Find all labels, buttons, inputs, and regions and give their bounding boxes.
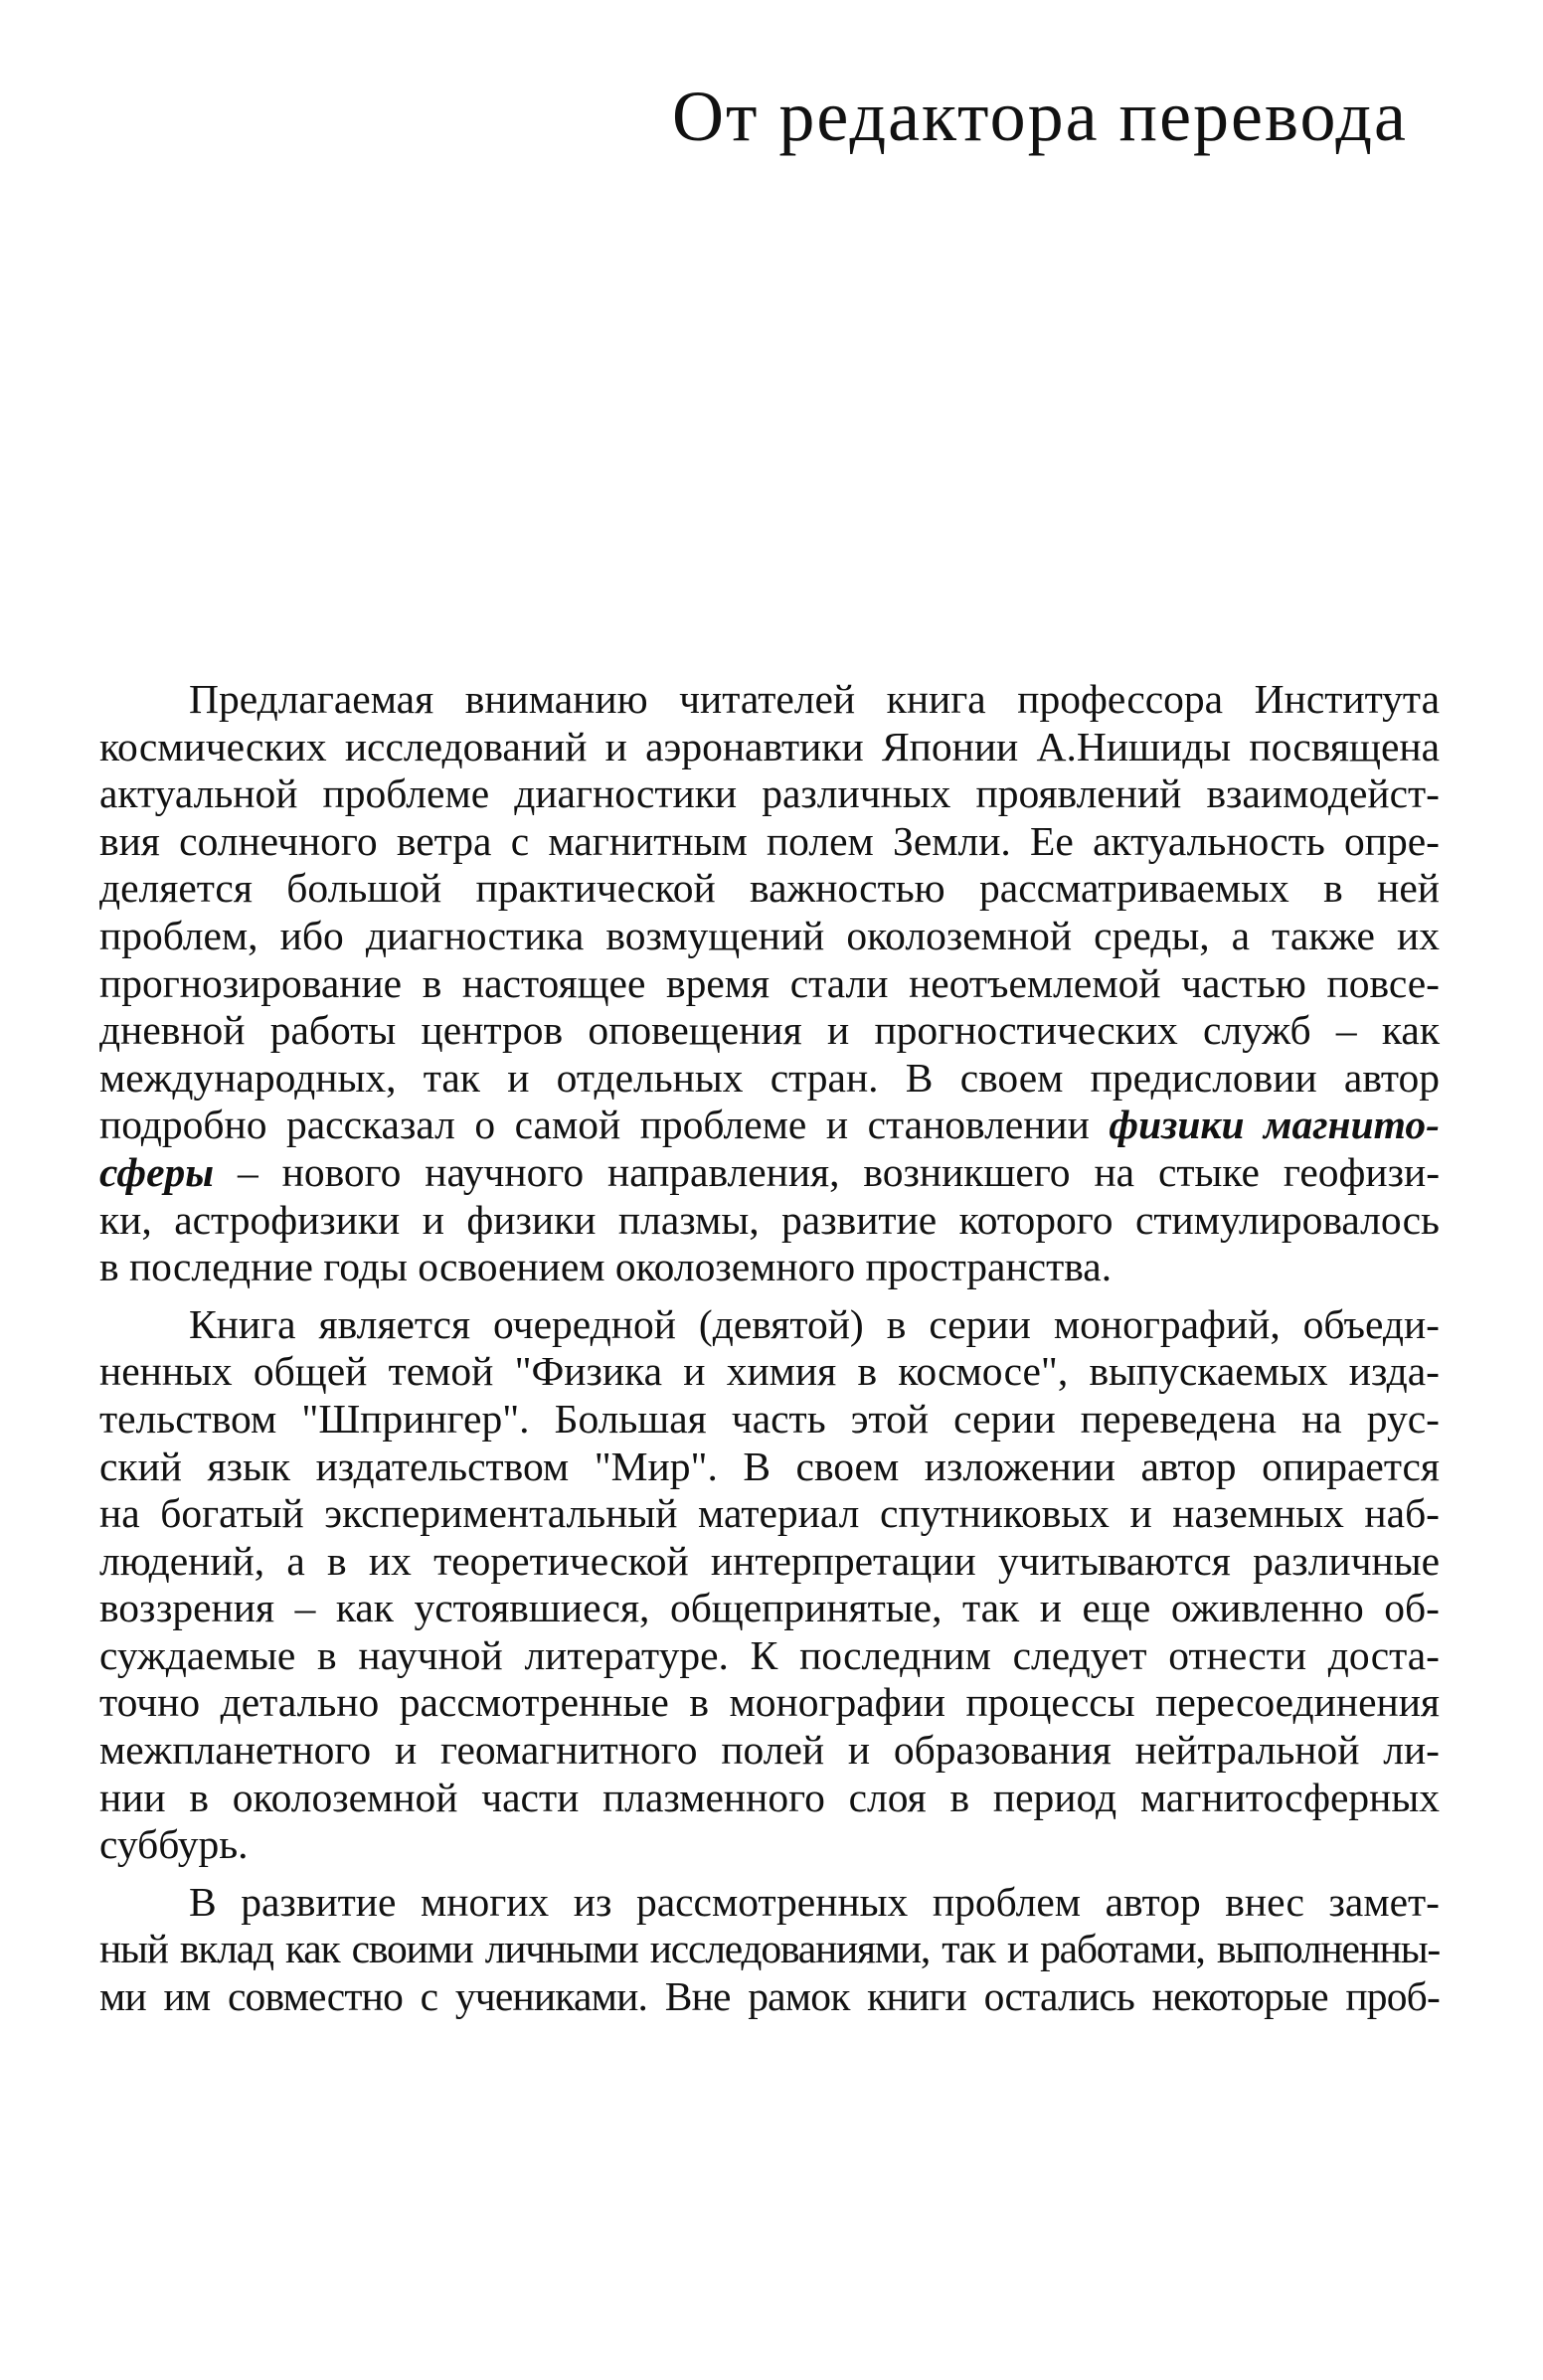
text-line: ненных общей темой "Физика и химия в космосе", выпускаемых изда- [99,1348,1440,1395]
text-fragment: подробно рассказал о самой проблеме и становлении [99,1102,1090,1148]
page-title: От редактора перевода [671,77,1408,156]
paragraph-gap [99,1291,1440,1301]
text-line: нии в околоземной части плазменного слоя в период магнитосферных [99,1774,1440,1820]
text-line: вия солнечного ветра с магнитным полем Земли. Ее актуальность опре- [99,817,1440,864]
text-line: людений, а в их теоретической интерпретации учитываются различные [99,1537,1440,1584]
text-line: ный вклад как своими личными исследованиями, так и работами, выполненны- [99,1926,1440,1972]
text-line: в последние годы освоением околоземного пространства. [99,1244,1113,1290]
text-line: точно детально рассмотренные в монографии процессы пересоединения [99,1679,1440,1726]
text-line: дневной работы центров оповещения и прогностических служб – как [99,1007,1440,1054]
text-line: деляется большой практической важностью рассматриваемых в ней [99,865,1440,912]
emphasized-term: физики магнито- [1109,1102,1440,1148]
text-line: космических исследований и аэронавтики Японии А.Нишиды посвящена [99,723,1440,769]
emphasized-term: сферы [99,1148,215,1195]
text-line: Книга является очередной (девятой) в серии монографий, объеди- [189,1300,1440,1347]
text-line: актуальной проблеме диагностики различных проявлений взаимодейст- [99,770,1440,817]
text-line: В развитие многих из рассмотренных проблем автор внес замет- [189,1878,1440,1925]
text-line: воззрения – как устоявшиеся, общепринятые, так и еще оживленно об- [99,1585,1440,1631]
text-line: ки, астрофизики и физики плазмы, развитие которого стимулировалось [99,1196,1440,1243]
text-line: ский язык издательством "Мир". В своем изложении автор опирается [99,1443,1440,1489]
text-line: на богатый экспериментальный материал спутниковых и наземных наб- [99,1490,1440,1537]
text-line: прогнозирование в настоящее время стали неотъемлемой частью повсе- [99,959,1440,1006]
text-line: межпланетного и геомагнитного полей и образования нейтральной ли- [99,1727,1440,1774]
text-line: суббурь. [99,1821,249,1868]
text-line: международных, так и отдельных стран. В своем предисловии автор [99,1054,1440,1101]
text-line-with-emphasis [99,1102,1440,1149]
text-line-with-emphasis [99,1149,1440,1197]
text-line: суждаемые в научной литературе. К последним следует отнести доста- [99,1631,1440,1678]
text-line: проблем, ибо диагностика возмущений околоземной среды, а также их [99,912,1440,958]
text-line: ми им совместно с учениками. Вне рамок книги остались некоторые проб- [99,1973,1440,2020]
text-line: тельством "Шпрингер". Большая часть этой серии переведена на рус- [99,1395,1440,1442]
paragraph-gap [99,1869,1440,1879]
body-text [99,676,1440,2021]
text-line: Предлагаемая вниманию читателей книга профессора Института [189,676,1440,722]
text-fragment: – нового научного направления, возникшего на стыке геофизи- [237,1148,1441,1195]
